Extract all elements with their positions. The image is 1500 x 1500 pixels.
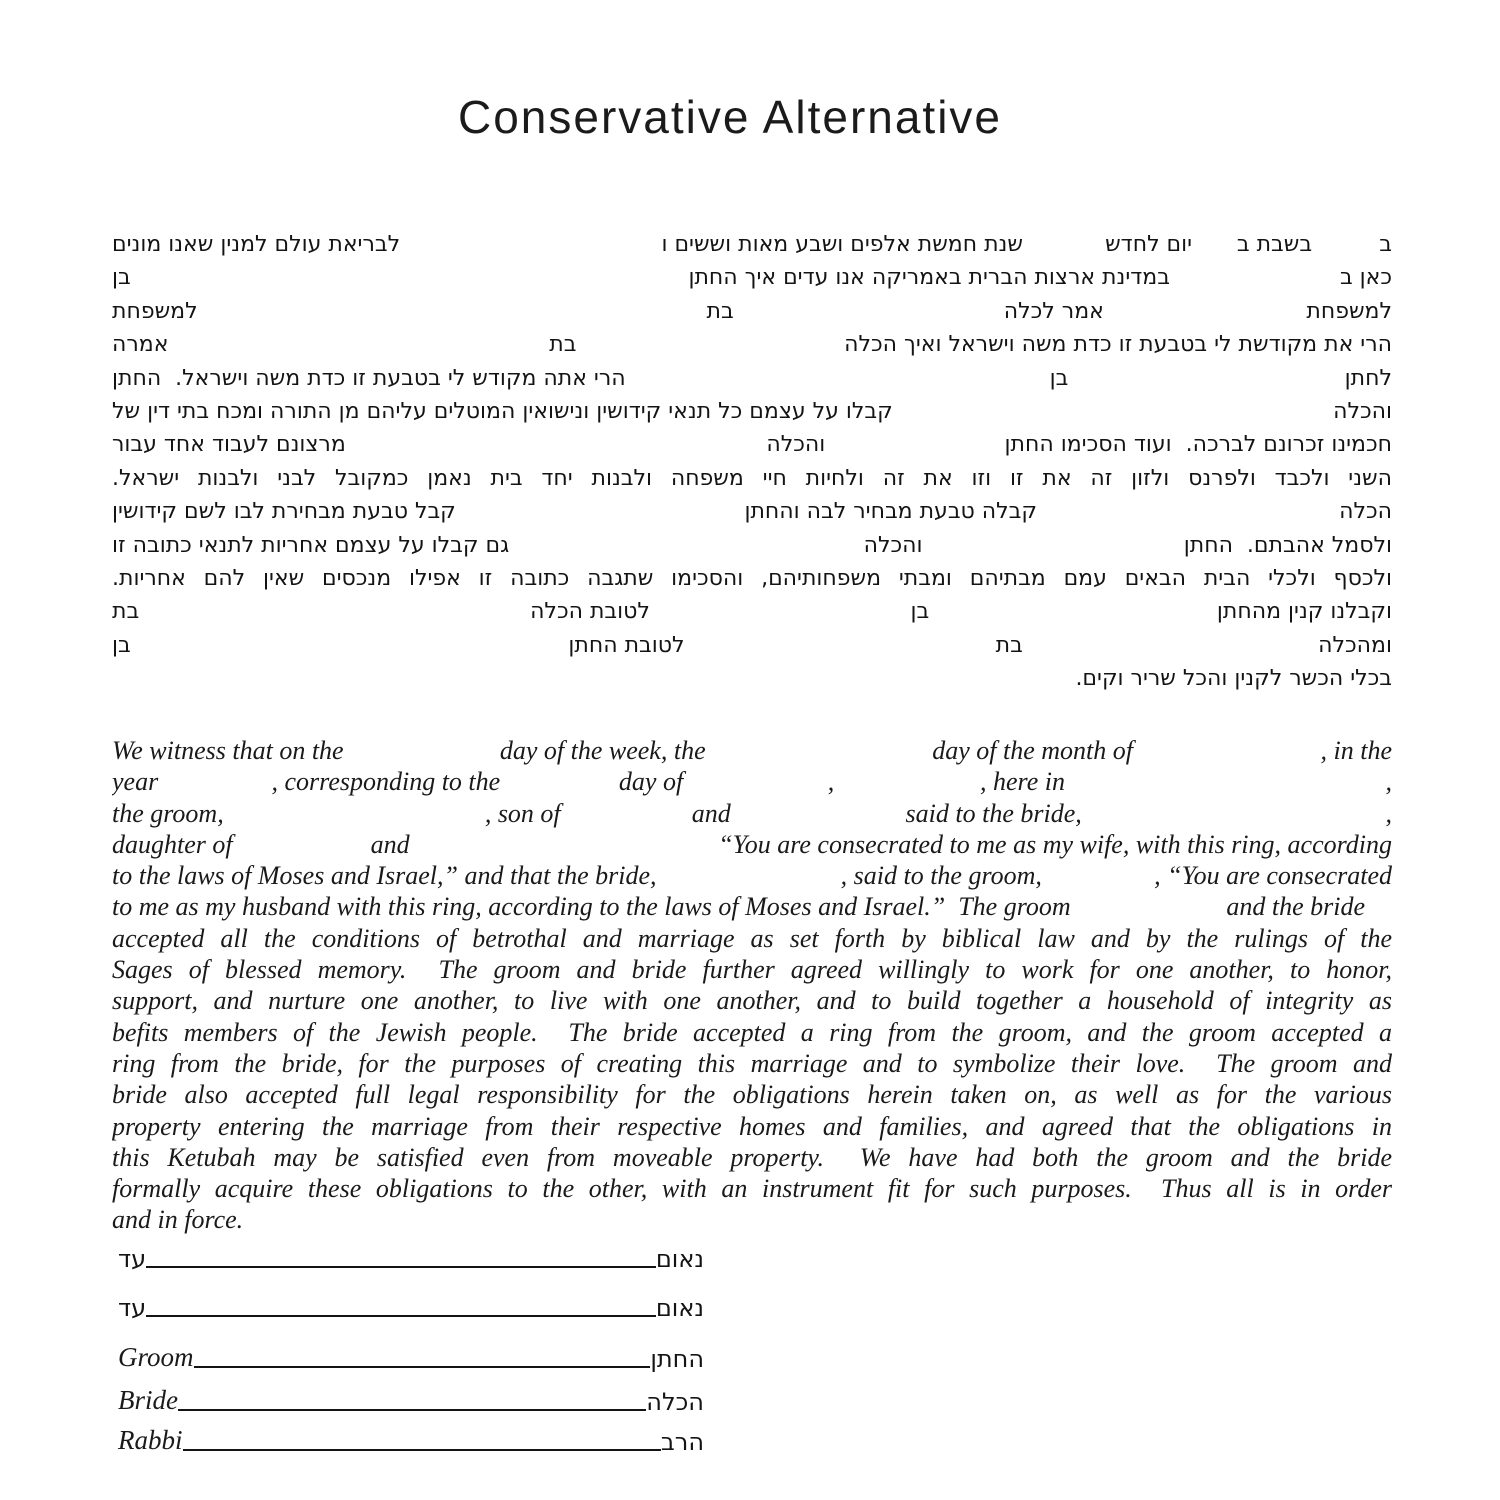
- hebrew-text-block: [112, 228, 1392, 695]
- english-text-line: [112, 1017, 1392, 1048]
- english-text-line: [112, 985, 1392, 1016]
- text-segment: and: [370, 829, 410, 859]
- text-segment: לבריאת עולם למנין שאנו מונים: [112, 232, 401, 257]
- text-segment: בן: [1049, 365, 1069, 391]
- text-segment: למשפחת: [112, 298, 198, 324]
- blank-field: [131, 261, 689, 294]
- bride-label: Bride: [118, 1385, 178, 1415]
- blank-field: [224, 798, 485, 829]
- blank-field: [1023, 228, 1105, 261]
- groom-label-hebrew: החתן: [650, 1345, 704, 1373]
- hebrew-text-line: [112, 662, 1392, 695]
- text-segment: , “You are consecrated: [1154, 861, 1392, 891]
- text-segment: חכמינו זכרונם לברכה. ועוד הסכימו החתן: [1004, 432, 1392, 458]
- blank-field: [346, 428, 767, 461]
- hebrew-text-line: [112, 595, 1392, 628]
- blank-field: [410, 829, 719, 860]
- text-segment: כאן ב: [1339, 265, 1392, 291]
- blank-field: [168, 328, 549, 361]
- text-segment: , corresponding to the: [271, 767, 501, 797]
- blank-field: [706, 735, 933, 766]
- blank-field: [1312, 228, 1379, 261]
- rabbi-signature-line: [183, 1449, 661, 1451]
- text-segment: במדינת ארצות הברית באמריקה אנו עדים איך החתן: [688, 265, 1170, 291]
- hebrew-text-line: [112, 495, 1392, 528]
- text-segment: ,: [1385, 767, 1392, 797]
- english-text-line: [112, 1173, 1392, 1204]
- text-segment: formally acquire these obligations to the other, with an instrument fit for such purposes. Thus all is in order: [112, 1174, 1392, 1204]
- blank-field: [561, 798, 692, 829]
- text-segment: וקבלנו קנין מהחתן: [1216, 599, 1392, 625]
- text-segment: , in the: [1320, 736, 1392, 765]
- text-segment: and in force.: [112, 1205, 244, 1235]
- english-text-line: [112, 891, 1392, 922]
- text-segment: בכלי הכשר לקנין והכל שריר וקים.: [1075, 666, 1392, 692]
- text-segment: , here in: [980, 767, 1065, 797]
- text-segment: accepted all the conditions of betrothal and marriage as set forth by biblical law and by the rulings of the: [112, 923, 1392, 953]
- text-segment: הרי את מקודשת לי בטבעת זו כדת משה וישראל ואיך הכלה: [844, 332, 1392, 358]
- blank-field: [1082, 798, 1386, 829]
- blank-field: [1037, 495, 1339, 528]
- blank-field: [683, 766, 828, 797]
- text-segment: property entering the marriage from their respective homes and families, and agreed that the obligations in: [112, 1111, 1392, 1141]
- blank-field: [685, 629, 996, 662]
- hebrew-text-line: [112, 228, 1392, 261]
- text-segment: יום לחדש: [1105, 232, 1193, 257]
- text-segment: בשבת ב: [1236, 232, 1313, 257]
- bride-signature-line: [178, 1409, 646, 1411]
- english-text-line: [112, 860, 1392, 891]
- blank-field: [734, 295, 1004, 328]
- text-segment: קבלה טבעת מבחיר לבה והחתן: [744, 499, 1038, 525]
- text-segment: בן: [112, 265, 131, 291]
- blank-field: [893, 395, 1333, 428]
- text-segment: , said to the groom,: [840, 861, 1042, 891]
- english-text-line: [112, 1142, 1392, 1173]
- rabbi-label-hebrew: הרב: [660, 1428, 704, 1456]
- blank-field: [344, 735, 500, 766]
- hebrew-text-line: [112, 629, 1392, 662]
- witness-1-signature-line: [146, 1266, 656, 1268]
- blank-field: [400, 228, 661, 261]
- text-segment: בת: [112, 599, 140, 625]
- text-segment: ולסמל אהבתם. החתן: [1183, 532, 1392, 558]
- blank-field: [158, 766, 271, 797]
- blank-field: [1170, 261, 1340, 294]
- text-segment: day of the week, the: [499, 736, 706, 765]
- text-segment: We witness that on the: [112, 736, 344, 765]
- hebrew-text-line: [112, 295, 1392, 328]
- text-segment: בת: [549, 332, 577, 358]
- blank-field: [1068, 362, 1344, 395]
- text-segment: year: [112, 767, 159, 797]
- text-segment: befits members of the Jewish people. The bride accepted a ring from the groom, and the groom accepted a: [112, 1017, 1392, 1047]
- blank-field: [131, 629, 569, 662]
- english-text-line: [112, 798, 1392, 829]
- witness-2-signature-row: [118, 1292, 704, 1322]
- blank-field: [509, 529, 864, 562]
- text-segment: קבל טבעת מבחירת לבו לשם קידושין: [112, 499, 456, 525]
- blank-field: [233, 829, 371, 860]
- blank-field: [1133, 735, 1321, 766]
- blank-field: [1071, 891, 1227, 922]
- blank-field: [1042, 860, 1154, 891]
- text-segment: to me as my husband with this ring, according to the laws of Moses and Israel.” The groom: [112, 892, 1071, 922]
- blank-field: [626, 362, 1050, 395]
- text-segment: הרי אתה מקודש לי בטבעת זו כדת משה וישראל. החתן: [112, 365, 626, 391]
- text-segment: לטובת הכלה: [530, 599, 650, 625]
- text-segment: and the bride: [1226, 892, 1366, 922]
- text-segment: , son of: [484, 798, 561, 828]
- text-segment: בת: [995, 632, 1023, 658]
- english-text-block: [112, 735, 1392, 1236]
- text-segment: לחתן: [1344, 365, 1392, 391]
- blank-field: [929, 595, 1217, 628]
- bride-signature-row: [118, 1386, 704, 1416]
- blank-field: [139, 595, 530, 628]
- blank-field: [825, 428, 1004, 461]
- hebrew-text-line: [112, 428, 1392, 461]
- english-text-line: [112, 1048, 1392, 1079]
- text-segment: קבלו על עצמם כל תנאי קידושין ונישואין המוטלים עליהם מן התורה ומכח בתי דין של: [112, 398, 893, 424]
- text-segment: השני ולכבד ולפרנס ולזון זה את זו וזו את זה ולחיות חיי משפחה ולבנות יחד בית נאמן כמקובל לבני ולבנות ישראל.: [112, 465, 1392, 491]
- text-segment: בן: [910, 599, 930, 625]
- witness-1-signature-row: [118, 1243, 704, 1273]
- blank-field: [500, 766, 619, 797]
- blank-field: [198, 295, 707, 328]
- groom-label: Groom: [118, 1342, 194, 1372]
- blank-field: [456, 495, 745, 528]
- english-text-line: [112, 735, 1392, 766]
- page-title: Conservative Alternative: [457, 91, 1003, 143]
- witness-label-neum: נאום: [655, 1294, 704, 1322]
- text-segment: ,: [827, 767, 835, 797]
- text-segment: “You are consecrated to me as my wife, with this ring, according: [718, 829, 1392, 859]
- text-segment: מרצונם לעבוד אחד עבור: [112, 432, 346, 458]
- text-segment: day of: [618, 767, 684, 797]
- rabbi-signature-row: [118, 1426, 704, 1456]
- text-segment: למשפחת: [1306, 298, 1392, 324]
- hebrew-text-line: [112, 562, 1392, 595]
- text-segment: ring from the bride, for the purposes of creating this marriage and to symbolize their love. The groom and: [112, 1048, 1392, 1078]
- witness-label-neum: נאום: [655, 1245, 704, 1273]
- text-segment: this Ketubah may be satisfied even from moveable property. We have had both the groom and the bride: [112, 1142, 1392, 1172]
- text-segment: בן: [112, 632, 131, 658]
- hebrew-text-line: [112, 529, 1392, 562]
- signature-block: [118, 1243, 704, 1456]
- text-segment: והכלה: [863, 532, 923, 558]
- hebrew-text-line: [112, 362, 1392, 395]
- groom-signature-line: [194, 1366, 651, 1368]
- text-segment: והכלה: [1333, 398, 1392, 424]
- text-segment: ומהכלה: [1318, 632, 1392, 658]
- witness-label-ed: עד: [118, 1245, 147, 1273]
- text-segment: ב: [1379, 232, 1392, 257]
- blank-field: [1192, 228, 1237, 261]
- text-segment: לטובת החתן: [568, 632, 685, 658]
- english-text-line: [112, 923, 1392, 954]
- blank-field: [657, 860, 841, 891]
- hebrew-text-line: [112, 261, 1392, 294]
- text-segment: בת: [706, 298, 734, 324]
- rabbi-label: Rabbi: [118, 1425, 183, 1455]
- text-segment: and: [691, 798, 731, 828]
- text-segment: said to the bride,: [905, 798, 1082, 828]
- hebrew-text-line: [112, 462, 1392, 495]
- blank-field: [1065, 766, 1386, 797]
- text-segment: ,: [1385, 798, 1392, 828]
- blank-field: [923, 529, 1184, 562]
- english-text-line: [112, 829, 1392, 860]
- text-segment: שנת חמשת אלפים ושבע מאות וששים ו: [661, 232, 1023, 257]
- text-segment: to the laws of Moses and Israel,” and that the bride,: [112, 861, 657, 891]
- text-segment: the groom,: [112, 798, 224, 828]
- text-segment: הכלה: [1339, 499, 1392, 525]
- text-segment: גם קבלו על עצמם אחריות לתנאי כתובה זו: [112, 532, 510, 558]
- text-segment: אמר לכלה: [1003, 298, 1104, 324]
- witness-2-signature-line: [146, 1315, 656, 1317]
- english-text-line: [112, 1111, 1392, 1142]
- hebrew-text-line: [112, 328, 1392, 361]
- witness-label-ed: עד: [118, 1294, 147, 1322]
- blank-field: [576, 328, 844, 361]
- english-text-line: [112, 766, 1392, 797]
- text-segment: ולכסף ולכלי הבית הבאים עמם מבתיהם ומבתי משפחותיהם, והסכימו שתגבה כתובה זו אפילו מנכסים שאין להם אחריות.: [112, 565, 1392, 591]
- text-segment: bride also accepted full legal responsibility for the obligations herein taken on, as well as for the various: [112, 1080, 1392, 1110]
- groom-signature-row: [118, 1343, 704, 1373]
- blank-field: [834, 766, 980, 797]
- english-text-line: [112, 1204, 1392, 1235]
- english-text-line: [112, 954, 1392, 985]
- blank-field: [731, 798, 906, 829]
- bride-label-hebrew: הכלה: [646, 1388, 704, 1416]
- text-segment: daughter of: [112, 829, 233, 859]
- hebrew-text-line: [112, 395, 1392, 428]
- blank-field: [1023, 629, 1318, 662]
- text-segment: support, and nurture one another, to live with one another, and to build together a household of integrity as: [112, 986, 1392, 1016]
- text-segment: והכלה: [766, 432, 826, 458]
- text-segment: Sages of blessed memory. The groom and bride further agreed willingly to work for one another, to honor,: [112, 955, 1392, 985]
- english-text-line: [112, 1079, 1392, 1110]
- text-segment: אמרה: [112, 332, 169, 358]
- text-segment: day of the month of: [932, 736, 1133, 765]
- blank-field: [1104, 295, 1307, 328]
- blank-field: [650, 595, 911, 628]
